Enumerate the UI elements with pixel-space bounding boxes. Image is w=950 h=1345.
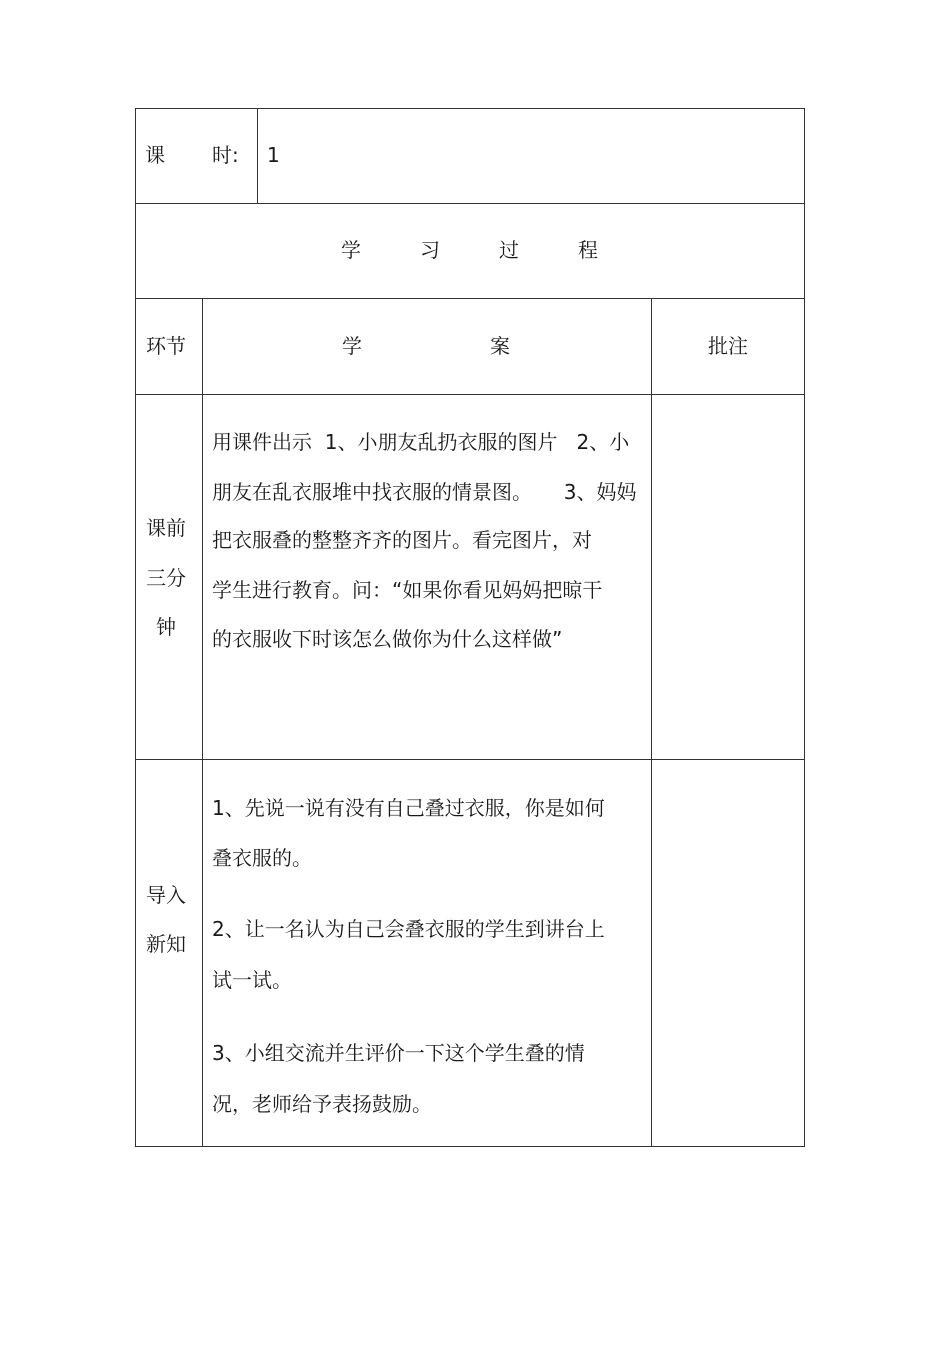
table-border-right: [804, 108, 805, 1147]
content-line: 朋友在乱衣服堆中找衣服的情景图。 3、妈妈: [212, 480, 637, 504]
class-hours-label-char: 课: [145, 143, 165, 167]
content-line: 2、让一名认为自己会叠衣服的学生到讲台上: [212, 917, 605, 941]
section-title-char: 学: [341, 238, 361, 262]
stage-label-line: 钟: [156, 615, 176, 639]
content-line: 试一试。: [212, 968, 292, 992]
table-border-top: [135, 108, 805, 109]
section-title-char: 习: [420, 238, 440, 262]
content-line: 用课件出示 1、小朋友乱扔衣服的图片 2、小: [212, 430, 630, 454]
content-line: 3、小组交流并生评价一下这个学生叠的情: [212, 1041, 585, 1065]
column-header-plan-char: 学: [342, 334, 362, 358]
table-divider: [257, 108, 258, 203]
table-border-bottom: [135, 1146, 805, 1147]
stage-label-line: 三分: [146, 566, 186, 590]
content-line: 学生进行教育。问：“如果你看见妈妈把晾干: [212, 578, 603, 602]
table-divider: [135, 298, 805, 299]
section-title-char: 过: [499, 238, 519, 262]
content-line: 把衣服叠的整整齐齐的图片。看完图片，对: [212, 528, 592, 552]
stage-label-line: 课前: [146, 516, 186, 540]
content-line: 1、先说一说有没有自己叠过衣服，你是如何: [212, 796, 605, 820]
column-header-plan-char: 案: [490, 334, 510, 358]
column-header-stage: 环节: [146, 334, 186, 358]
section-title-char: 程: [578, 238, 598, 262]
content-line: 的衣服收下时该怎么做你为什么这样做”: [212, 627, 563, 651]
content-line: 叠衣服的。: [212, 846, 312, 870]
stage-label-line: 新知: [146, 932, 186, 956]
table-border-left: [135, 108, 136, 1147]
table-divider: [135, 203, 805, 204]
table-divider: [135, 759, 805, 760]
class-hours-value: 1: [267, 143, 280, 167]
table-divider: [651, 298, 652, 1147]
content-line: 况，老师给予表扬鼓励。: [212, 1092, 432, 1116]
column-header-notes: 批注: [708, 334, 748, 358]
table-divider: [135, 394, 805, 395]
class-hours-label-char: 时:: [212, 143, 239, 167]
table-divider: [202, 298, 203, 1147]
stage-label-line: 导入: [146, 883, 186, 907]
